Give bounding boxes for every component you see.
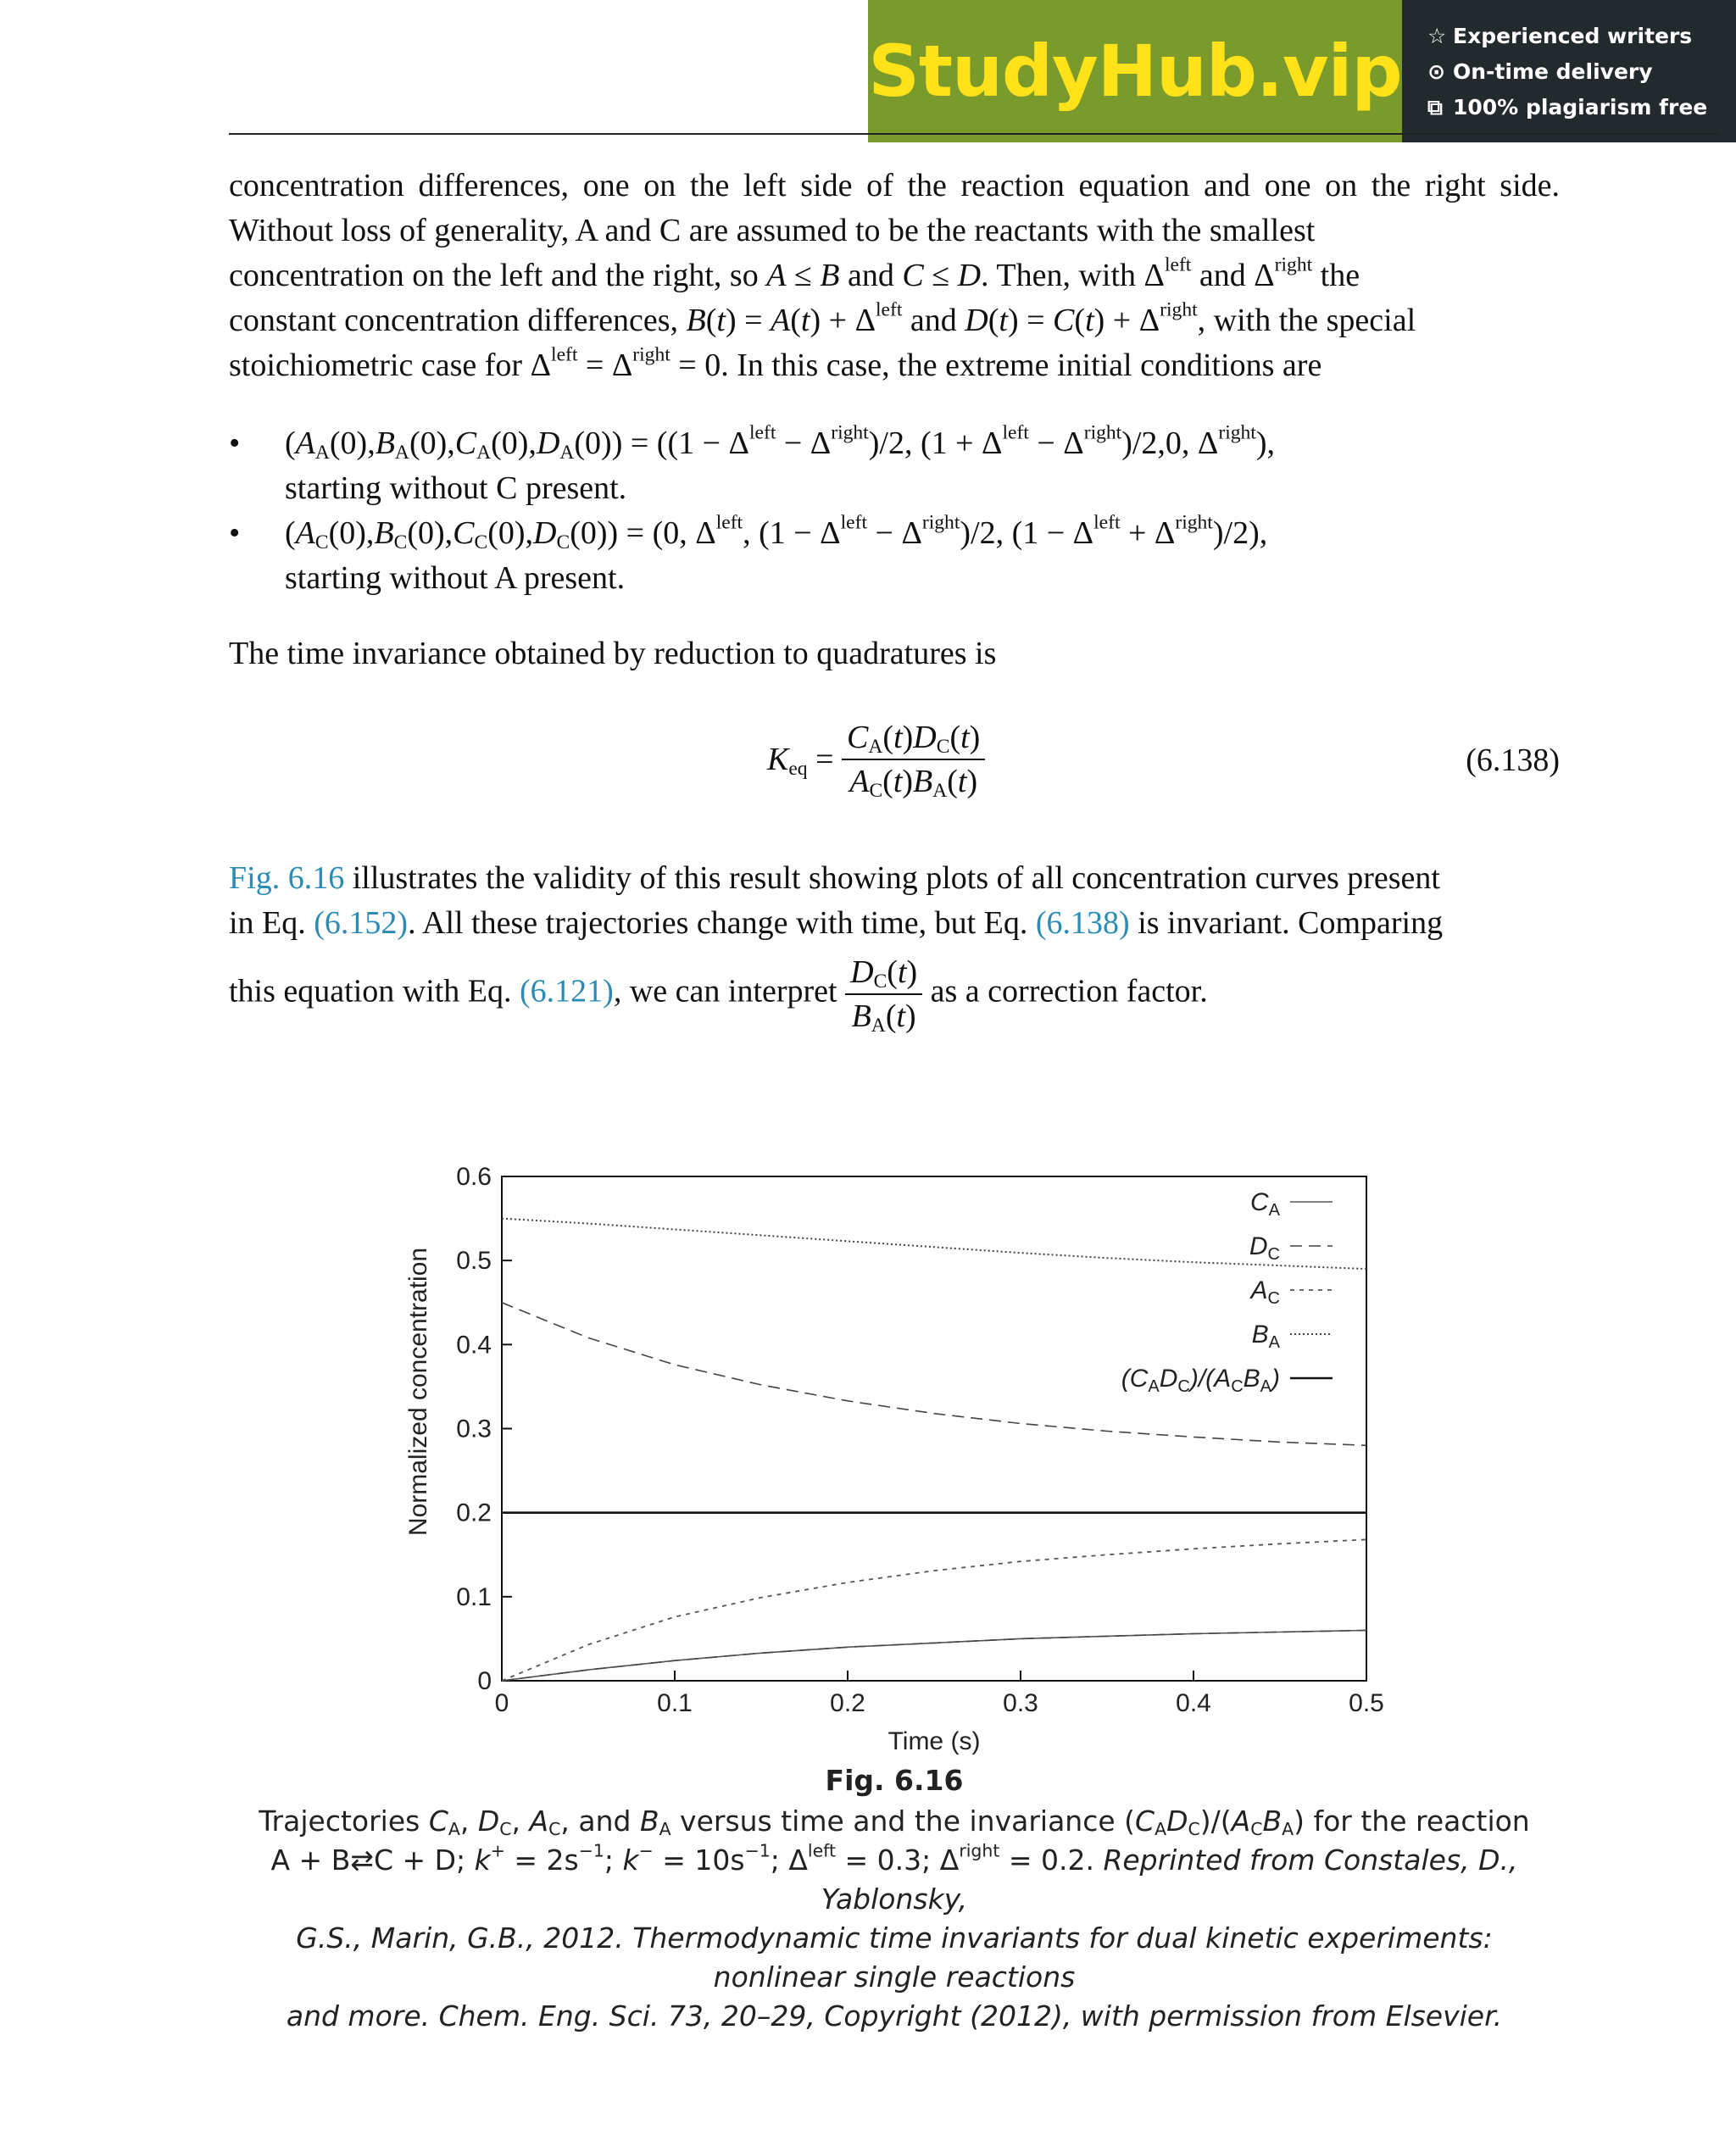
equation-6-138: $K_{eq}$ = $\frac{C_A(t)D_C(t)}{A_C(t)B_A(t)}$ (6.138) — [229, 716, 1560, 818]
caption-line2: A + B⇄C + D; $k^+ = 2s^{-1}$; $k^- = 10s^{-1}$; $\Delta^{left} = 0.3$; $\Delta^{right} = 0.2$. Reprinted from Constales, D., Yablonsky, — [270, 1840, 1518, 1916]
feature-plagiarism-free: ⧉ 100% plagiarism free — [1427, 90, 1736, 125]
plot-frame — [502, 1176, 1366, 1681]
p1-line1: concentration differences, one on the left side of the reaction equation and one on the right side. — [229, 168, 1560, 203]
series-line-c-a — [502, 1631, 1366, 1682]
paragraph-2: The time invariance obtained by reduction to quadratures is — [229, 636, 997, 671]
x-axis-label: Time (s) — [887, 1727, 981, 1755]
p1-line5: stoichiometric case for $\Delta^{left} = \Delta^{right} = 0$. In this case, the extreme initial conditions are — [229, 343, 1322, 383]
equation-number: (6.138) — [1466, 742, 1560, 778]
y-axis-label: Normalized concentration — [404, 1247, 432, 1537]
series-line-b-a — [502, 1219, 1366, 1270]
caption-line4: and more. Chem. Eng. Sci. 73, 20–29, Copyright (2012), with permission from Elsevier. — [286, 1999, 1503, 2033]
feature-on-time-delivery: ⊙ On-time delivery — [1427, 54, 1736, 90]
logo-text: StudyHub.vip — [868, 30, 1402, 113]
p1-line4: constant concentration differences, $B(t) = A(t) + \Delta^{left}$ and $D(t) = C(t) + \Delta^{right}$, with the special — [229, 298, 1416, 338]
bullet-dot: • — [229, 515, 241, 551]
x-tick-label: 0.1 — [657, 1689, 693, 1717]
legend-label: $B_A$ — [1251, 1321, 1280, 1352]
studyhub-logo[interactable] — [868, 0, 1402, 142]
bullet-1-tail: starting without C present. — [285, 470, 627, 506]
series-line-a-c — [502, 1539, 1366, 1681]
x-tick-label: 0.4 — [1176, 1689, 1211, 1717]
bullet-2-tail: starting without A present. — [285, 560, 626, 596]
caption-line1: Trajectories $C_A$, $D_C$, $A_C$, and $B_A$ versus time and the invariance $(C_AD_C)/(A_CB_A)$ for the reaction — [259, 1805, 1530, 1840]
legend-label: $D_C$ — [1249, 1232, 1280, 1264]
correction-factor-fraction: $\frac{D_C(t)}{B_A(t)}$ — [845, 951, 922, 1037]
figure-caption — [229, 1802, 1560, 2036]
legend-label: $C_A$ — [1249, 1188, 1280, 1220]
legend-label: $A_C$ — [1250, 1276, 1280, 1308]
y-tick-label: 0.4 — [456, 1331, 492, 1360]
x-tick-label: 0.5 — [1349, 1689, 1384, 1717]
p1-line3: concentration on the left and the right, so A ≤ B and C ≤ D. Then, with $\Delta^{left}$ and $\Delta^{right}$ the — [229, 253, 1360, 293]
ad-banner[interactable] — [868, 0, 1736, 142]
y-tick-label: 0 — [477, 1667, 492, 1695]
copy-icon: ⧉ — [1427, 95, 1443, 120]
header-rule — [229, 133, 1719, 135]
paragraph-1 — [229, 164, 1560, 388]
link-eq-6-152[interactable]: (6.152) — [314, 905, 409, 941]
y-tick-label: 0.6 — [456, 1163, 492, 1191]
x-tick-label: 0 — [494, 1689, 509, 1717]
link-fig-6-16[interactable]: Fig. 6.16 — [229, 860, 345, 896]
y-tick-label: 0.1 — [456, 1582, 492, 1611]
link-eq-6-121[interactable]: (6.121) — [520, 973, 614, 1009]
series-line-a-a — [502, 1303, 1366, 1446]
legend-label: $(C_AD_C)/(A_CB_A)$ — [1121, 1365, 1280, 1396]
figure-label: Fig. 6.16 — [825, 1764, 964, 1797]
series-line-d-c — [502, 1631, 1366, 1682]
x-tick-label: 0.3 — [1003, 1689, 1038, 1717]
y-tick-label: 0.2 — [456, 1499, 492, 1527]
y-tick-label: 0.3 — [456, 1415, 492, 1443]
caption-line3: G.S., Marin, G.B., 2012. Thermodynamic time invariants for dual kinetic experiments: nonlinear single reactions — [296, 1921, 1493, 1994]
paragraph-3: Fig. 6.16 illustrates the validity of this result showing plots of all concentration curves present in Eq. (6.152). All these trajectories change with time, but Eq. (6.138) is invariant. Comparing this equation with Eq. (6.121), we can interpret $\frac{D_C(t)}{B_A(t)}$ as a correction factor. — [229, 860, 1444, 1037]
star-icon: ☆ — [1427, 24, 1447, 48]
x-tick-label: 0.2 — [830, 1689, 865, 1717]
bullet-1-formula: $(A_A(0),B_A(0),C_A(0),D_A(0)) = ((1 - \Delta^{left} - \Delta^{right})/2$, $(1 + \Delta^{left} - \Delta^{right})/2,0$, $\Delta^{right}$), — [285, 421, 1276, 464]
link-eq-6-138[interactable]: (6.138) — [1035, 905, 1130, 941]
feature-experienced-writers: ☆ Experienced writers — [1427, 19, 1736, 54]
p1-line2: Without loss of generality, A and C are assumed to be the reactants with the smallest — [229, 213, 1316, 248]
bullet-dot: • — [229, 425, 241, 461]
bullet-2-formula: $(A_C(0),B_C(0),C_C(0),D_C(0)) = (0$, $\Delta^{left}$, $(1 - \Delta^{left} - \Delta^{right})/2$, $(1 - \Delta^{left} + \Delta^{right})/2$), — [285, 511, 1268, 553]
clock-icon: ⊙ — [1427, 59, 1445, 84]
feature-list — [1402, 0, 1736, 142]
y-tick-label: 0.5 — [456, 1247, 492, 1276]
